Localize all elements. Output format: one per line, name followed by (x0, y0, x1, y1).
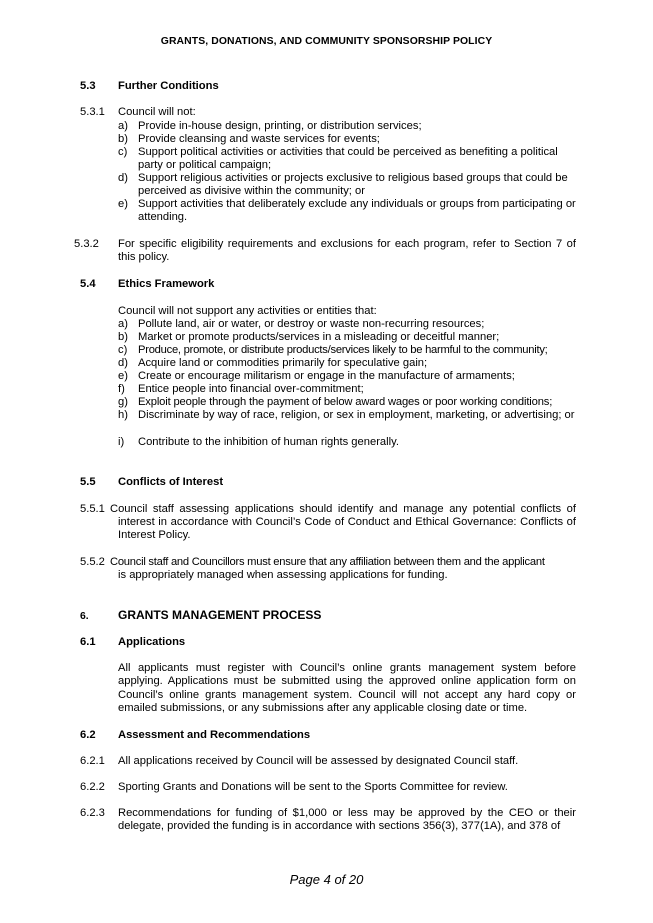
section-intro: Council will not support any activities or entities that: (118, 305, 377, 317)
clause-number: 6.2.2 (80, 781, 105, 793)
section-text: All applicants must register with Council’s online grants management system before applying. Applications must be submitted using the approved online application form on Council’s online grants management system. Council will not accept any hard copy or emailed submissions, or any submissions after any applicable closing date or time. (118, 662, 576, 715)
clause-text: is appropriately managed when assessing applications for funding. (118, 569, 448, 581)
section-number: 5.5 (80, 476, 96, 488)
section-title: Applications (118, 636, 186, 648)
clause-text: Sporting Grants and Donations will be sent to the Sports Committee for review. (118, 781, 508, 793)
section-title: Further Conditions (118, 80, 219, 92)
section-number: 6.1 (80, 636, 96, 648)
clause-number: 6.2.1 (80, 755, 105, 767)
clause-number: 5.5.1 (80, 503, 105, 515)
clause-text-first-line: Council staff assessing applications should identify and manage any potential conflicts of (110, 503, 576, 515)
clause-text-first-line: Council staff and Councillors must ensure that any affiliation between them and the applicant (110, 556, 545, 568)
clause-text: Recommendations for funding of $1,000 or less may be approved by the CEO or their delegate, provided the funding is in accordance with sections 356(3), 377(1A), and 378 of (118, 807, 576, 833)
clause-text: All applications received by Council will be assessed by designated Council staff. (118, 755, 519, 767)
section-title: Ethics Framework (118, 278, 215, 290)
section-title: GRANTS MANAGEMENT PROCESS (118, 608, 322, 622)
clause-text: interest in accordance with Council’s Code of Conduct and Ethical Governance: Conflicts of Interest Policy. (118, 516, 576, 542)
clause-text: For specific eligibility requirements and exclusions for each program, refer to Section 7 of this policy. (118, 238, 576, 264)
clause-number: 5.3.1 (80, 106, 105, 118)
clause-intro: Council will not: (118, 106, 196, 118)
document-header: GRANTS, DONATIONS, AND COMMUNITY SPONSORSHIP POLICY (160, 36, 493, 47)
section-title: Assessment and Recommendations (118, 729, 311, 741)
clause-number: 6.2.3 (80, 807, 105, 819)
section-number: 5.3 (80, 80, 96, 92)
clause-number: 5.3.2 (74, 238, 99, 250)
section-number: 6. (80, 611, 89, 622)
section-number: 5.4 (80, 278, 96, 290)
clause-number: 5.5.2 (80, 556, 105, 568)
section-title: Conflicts of Interest (118, 476, 224, 488)
page-number: Page 4 of 20 (289, 872, 364, 887)
section-number: 6.2 (80, 729, 96, 741)
